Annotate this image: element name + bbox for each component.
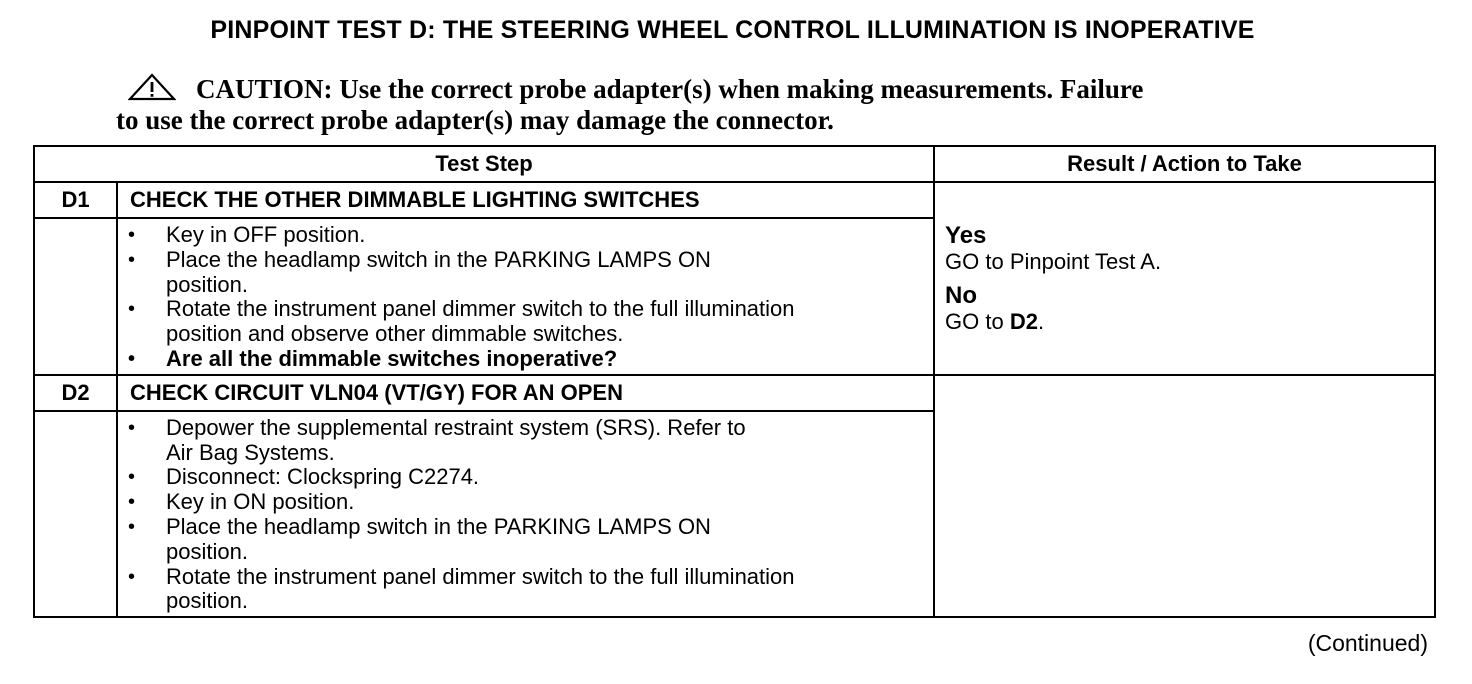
- result-no-text: [945, 309, 1434, 334]
- bullet-text-cont: Air Bag Systems.: [166, 439, 335, 465]
- header-result: Result / Action to Take: [934, 146, 1435, 182]
- bullet-text: Place the headlamp switch in the PARKING LAMPS ON: [166, 246, 711, 272]
- warning-triangle-icon: [128, 73, 176, 101]
- result-no-label: No: [945, 282, 978, 310]
- continued-label: (Continued): [1307, 630, 1428, 656]
- bullet-item: [118, 223, 933, 248]
- step-d1-body: [117, 218, 934, 375]
- result-no-suffix: .: [1037, 309, 1045, 335]
- step-d1-id-spacer: [34, 218, 117, 375]
- bullet-text: Are all the dimmable switches inoperative?: [166, 345, 618, 371]
- bullet-item: [118, 465, 933, 490]
- bullet-text-cont: position.: [166, 588, 248, 614]
- bullet-text-cont: position and observe other dimmable switches.: [166, 321, 624, 347]
- table-header-row: [34, 146, 1435, 182]
- step-d1-result: [934, 182, 1435, 375]
- result-yes-text: GO to Pinpoint Test A.: [945, 249, 1162, 275]
- result-yes-label: Yes: [945, 222, 987, 250]
- step-d2-result: [934, 375, 1435, 617]
- step-d2-heading: CHECK CIRCUIT VLN04 (VT/GY) FOR AN OPEN: [117, 375, 934, 411]
- caution-line-1: CAUTION: Use the correct probe adapter(s) when making measurements. Failure: [196, 74, 1144, 104]
- bullet-item-question: [118, 347, 933, 372]
- bullet-text: Key in OFF position.: [166, 222, 366, 247]
- step-d2-id-spacer: [34, 411, 117, 617]
- step-id-d2: D2: [34, 375, 117, 411]
- test-table: [33, 145, 1436, 618]
- step-d1-bullets: [118, 219, 933, 374]
- step-d1-heading-row: [34, 182, 1435, 218]
- bullet-item: [118, 297, 933, 347]
- bullet-item: [118, 416, 933, 466]
- result-no-prefix: GO to: [945, 309, 1010, 335]
- bullet-text: Disconnect: Clockspring C2274.: [166, 464, 480, 490]
- step-id-d1: D1: [34, 182, 117, 218]
- caution-line-2: to use the correct probe adapter(s) may damage the connector.: [116, 105, 834, 135]
- page-title: PINPOINT TEST D: THE STEERING WHEEL CONTROL ILLUMINATION IS INOPERATIVE: [210, 16, 1255, 44]
- bullet-item: [118, 565, 933, 615]
- bullet-item: [118, 490, 933, 515]
- bullet-text-cont: position.: [166, 271, 248, 297]
- step-d2-heading-row: [34, 375, 1435, 411]
- step-d1-heading: CHECK THE OTHER DIMMABLE LIGHTING SWITCHES: [117, 182, 934, 218]
- header-test-step: Test Step: [34, 146, 934, 182]
- bullet-text-cont: position.: [166, 538, 248, 564]
- bullet-text: Depower the supplemental restraint system (SRS). Refer to: [166, 414, 746, 440]
- result-no-target: D2: [1009, 309, 1038, 335]
- step-d2-body: [117, 411, 934, 617]
- bullet-item: [118, 248, 933, 298]
- bullet-text: Place the headlamp switch in the PARKING LAMPS ON: [166, 513, 711, 539]
- bullet-text: Key in ON position.: [166, 489, 355, 515]
- bullet-text: Rotate the instrument panel dimmer switch to the full illumination: [166, 296, 795, 322]
- caution-note: [116, 74, 1316, 136]
- bullet-item: [118, 515, 933, 565]
- bullet-text: Rotate the instrument panel dimmer switch to the full illumination: [166, 563, 795, 589]
- step-d2-bullets: [118, 412, 933, 616]
